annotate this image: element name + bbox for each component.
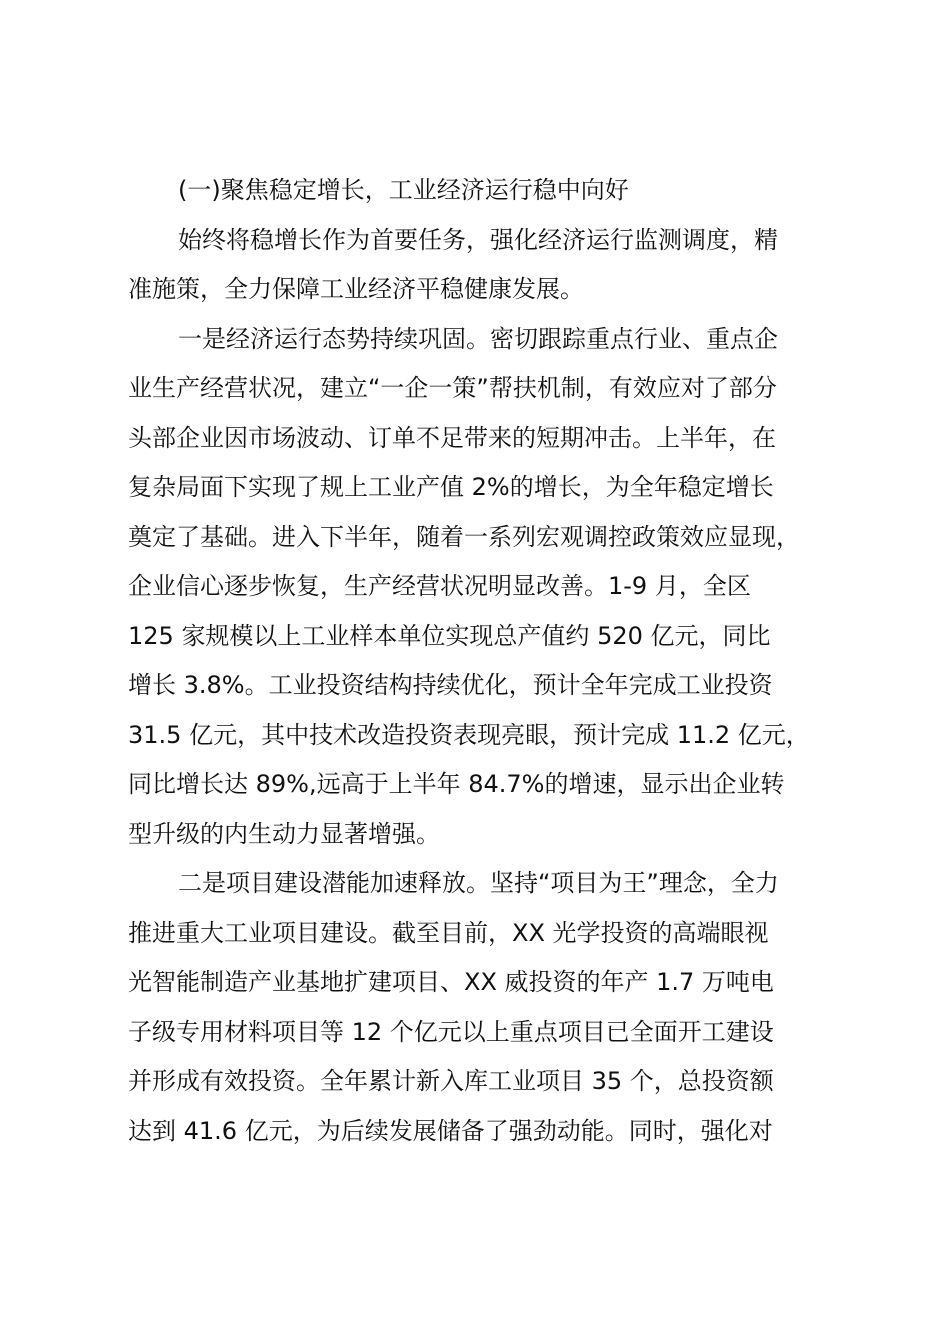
paragraph-line: 型升级的内生动力显著增强。 — [128, 819, 440, 848]
paragraph-line: 同比增长达 89%,远高于上半年 84.7%的增速，显示出企业转 — [128, 770, 785, 798]
paragraph-line: 头部企业因市场波动、订单不足带来的短期冲击。上半年，在 — [128, 423, 776, 452]
paragraph-line: 二是项目建设潜能加速释放。坚持“项目为王”理念，全力 — [178, 869, 779, 897]
paragraph-line: 始终将稳增长作为首要任务，强化经济运行监测调度，精 — [178, 225, 778, 254]
paragraph-line: 增长 3.8%。工业投资结构持续优化，预计全年完成工业投资 — [128, 671, 773, 699]
paragraph-line: 31.5 亿元，其中技术改造投资表现亮眼，预计完成 11.2 亿元， — [128, 720, 810, 749]
paragraph-line: 光智能制造产业基地扩建项目、XX 威投资的年产 1.7 万吨电 — [128, 968, 774, 996]
paragraph-line: 业生产经营状况，建立“一企一策”帮扶机制，有效应对了部分 — [128, 374, 777, 402]
section-heading: (一)聚焦稳定增长，工业经济运行稳中向好 — [178, 176, 629, 204]
paragraph-intro — [128, 216, 828, 315]
paragraph-line: 推进重大工业项目建设。截至目前，XX 光学投资的高端眼视 — [128, 918, 769, 947]
paragraph-line: 准施策，全力保障工业经济平稳健康发展。 — [128, 275, 584, 303]
paragraph-project-construction — [128, 859, 828, 1156]
paragraph-line: 复杂局面下实现了规上工业产值 2%的增长，为全年稳定增长 — [128, 473, 774, 501]
paragraph-line: 125 家规模以上工业样本单位实现总产值约 520 亿元，同比 — [128, 621, 771, 650]
paragraph-economic-operation — [128, 315, 828, 860]
paragraph-line: 并形成有效投资。全年累计新入库工业项目 35 个，总投资额 — [128, 1067, 774, 1095]
paragraph-line: 一是经济运行态势持续巩固。密切跟踪重点行业、重点企 — [178, 324, 778, 353]
paragraph-line: 子级专用材料项目等 12 个亿元以上重点项目已全面开工建设 — [128, 1017, 774, 1046]
paragraph-line: 达到 41.6 亿元，为后续发展储备了强劲动能。同时，强化对 — [128, 1116, 773, 1145]
document-body — [128, 166, 828, 1156]
paragraph-line: 企业信心逐步恢复，生产经营状况明显改善。1-9 月，全区 — [128, 572, 751, 600]
paragraph-line: 奠定了基础。进入下半年，随着一系列宏观调控政策效应显现， — [128, 522, 800, 551]
